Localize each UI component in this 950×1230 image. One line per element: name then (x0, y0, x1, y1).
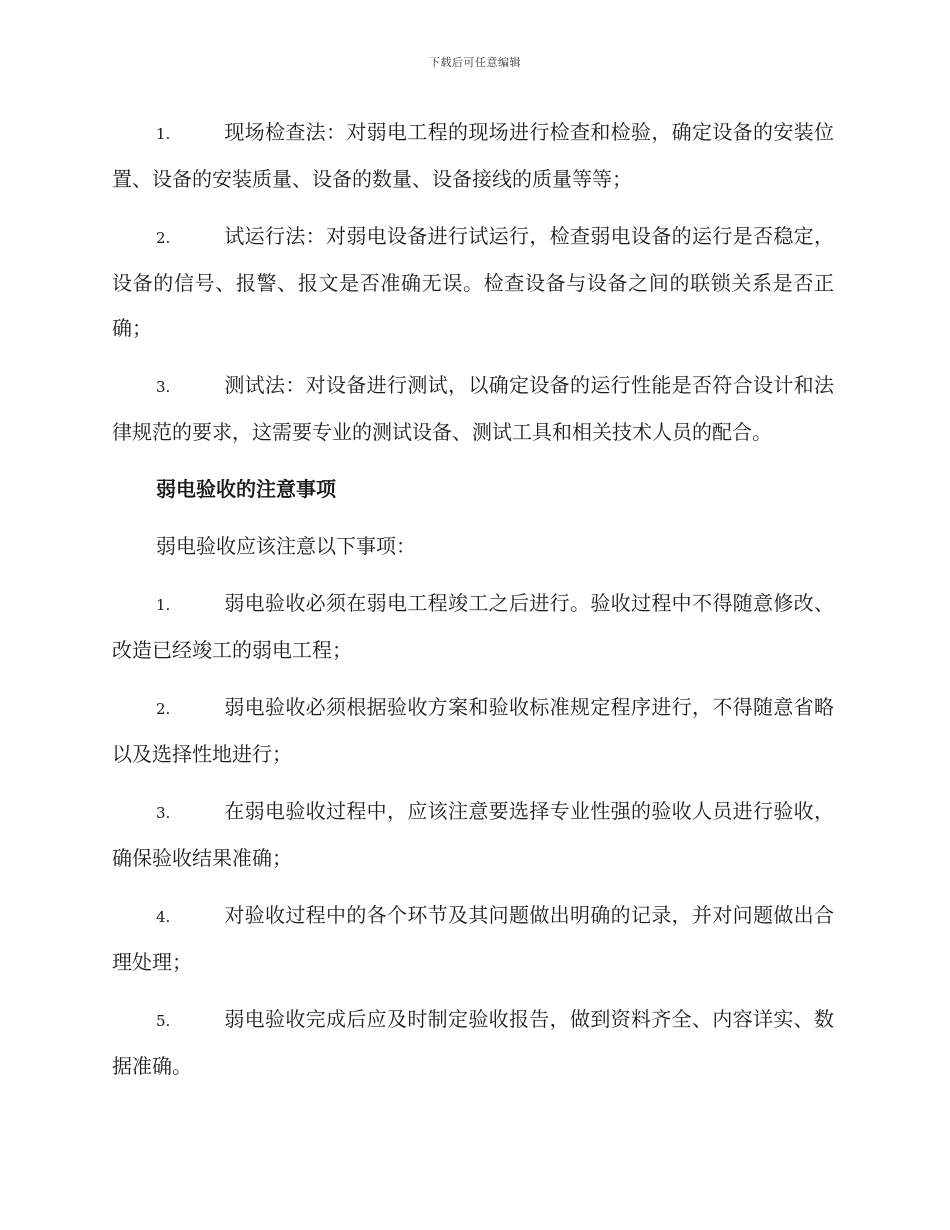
list-number: 2. (156, 700, 171, 718)
list-text: 试运行法：对弱电设备进行试运行，检查弱电设备的运行是否稳定，设备的信号、报警、报文是否准确无误。检查设备与设备之间的联锁关系是否正确； (112, 224, 834, 340)
note-item (112, 685, 834, 777)
list-number: 3. (156, 804, 171, 822)
section-intro: 弱电验收应该注意以下事项： (156, 534, 416, 558)
note-item (112, 581, 834, 673)
list-number: 1. (156, 125, 171, 143)
list-text: 弱电验收必须根据验收方案和验收标准规定程序进行，不得随意省略以及选择性地进行； (112, 695, 834, 766)
note-item (112, 789, 834, 881)
list-number: 3. (156, 378, 171, 396)
page-header: 下载后可任意编辑 (429, 56, 521, 69)
list-text: 测试法：对设备进行测试，以确定设备的运行性能是否符合设计和法律规范的要求，这需要专业的测试设备、测试工具和相关技术人员的配合。 (112, 373, 834, 444)
list-number: 1. (156, 596, 171, 614)
list-text: 现场检查法：对弱电工程的现场进行检查和检验，确定设备的安装位置、设备的安装质量、设备的数量、设备接线的质量等等； (112, 120, 834, 191)
list-number: 4. (156, 908, 171, 926)
method-item (112, 214, 834, 351)
method-item (112, 363, 834, 455)
list-number: 2. (156, 229, 171, 247)
list-text: 弱电验收必须在弱电工程竣工之后进行。验收过程中不得随意修改、改造已经竣工的弱电工程； (112, 591, 834, 662)
list-number: 5. (156, 1012, 171, 1030)
list-text: 在弱电验收过程中，应该注意要选择专业性强的验收人员进行验收，确保验收结果准确； (112, 799, 834, 870)
section-heading: 弱电验收的注意事项 (156, 477, 336, 501)
method-item (112, 110, 834, 202)
list-text: 弱电验收完成后应及时制定验收报告，做到资料齐全、内容详实、数据准确。 (112, 1007, 834, 1078)
document-body (112, 110, 834, 1101)
list-text: 对验收过程中的各个环节及其问题做出明确的记录，并对问题做出合理处理； (112, 903, 834, 974)
note-item (112, 997, 834, 1089)
note-item (112, 893, 834, 985)
